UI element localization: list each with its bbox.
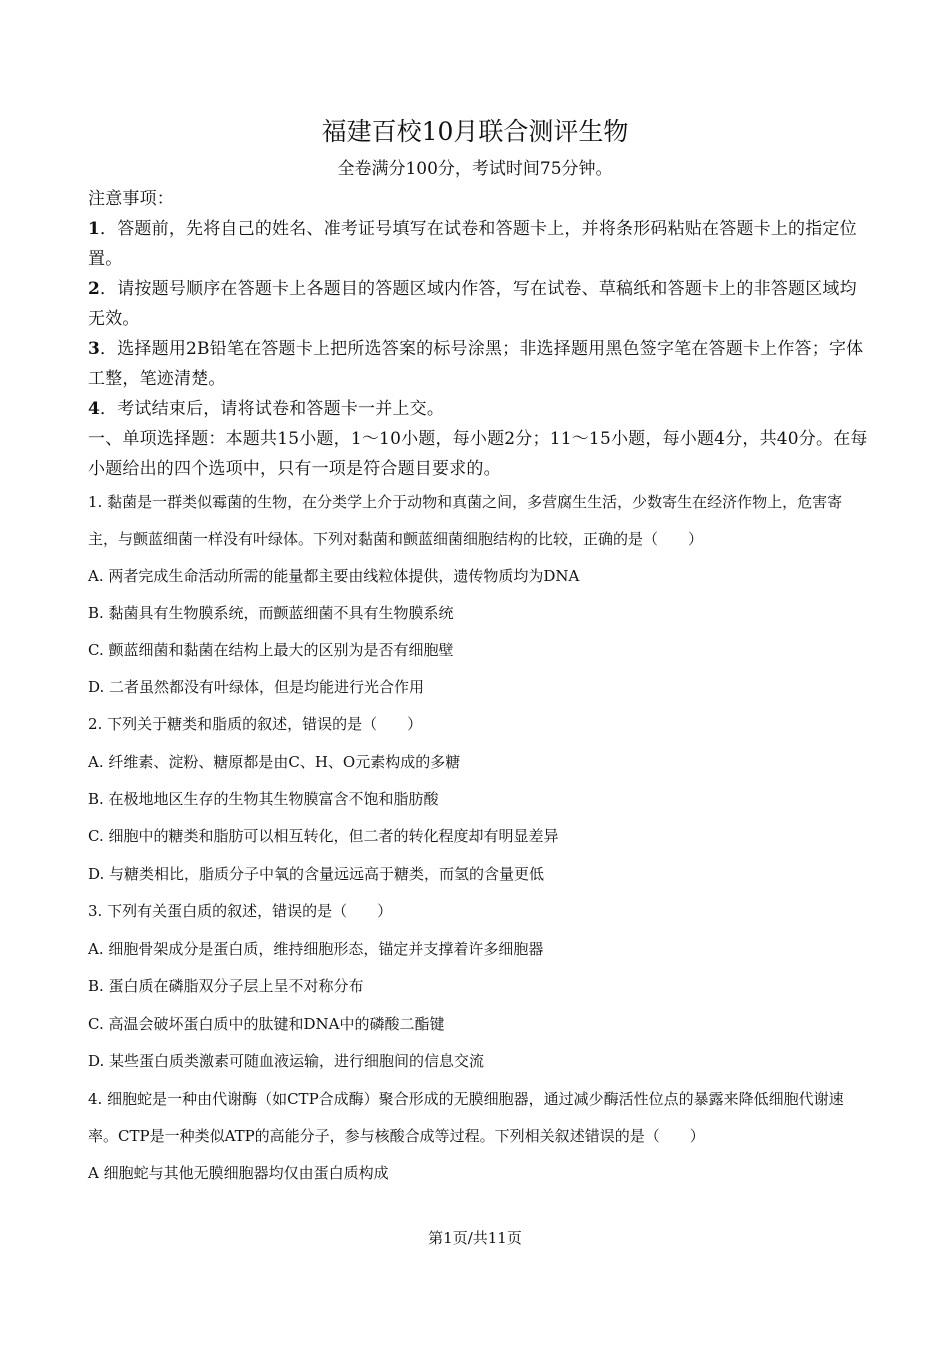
exam-info: 全卷满分100分，考试时间75分钟。 [337, 159, 613, 179]
notice-item-text: 请按题号顺序在答题卡上各题目的答题区域内作答，写在试卷、草稿纸和答题卡上的非答题区域均无效。 [88, 279, 857, 329]
answer-option: A. 纤维素、淀粉、糖原都是由C、H、O元素构成的多糖 [88, 753, 461, 771]
question-stem: 4. 细胞蛇是一种由代谢酶（如CTP合成酶）聚合形成的无膜细胞器，通过减少酶活性位点的暴露来降低细胞代谢速率。CTP是一种类似ATP的高能分子，参与核酸合成等过程。下列相关叙述错误的是（ ） [88, 1090, 844, 1145]
answer-option: D. 与糖类相比，脂质分子中氧的含量远远高于糖类，而氢的含量更低 [88, 865, 545, 883]
section-heading: 一、单项选择题：本题共15小题，1～10小题，每小题2分；11～15小题，每小题4分，共40分。在每小题给出的四个选项中，只有一项是符合题目要求的。 [88, 429, 868, 479]
notice-item-number: 4 [88, 399, 101, 419]
answer-option: D. 某些蛋白质类激素可随血液运输，进行细胞间的信息交流 [88, 1052, 485, 1070]
question-stem: 2. 下列关于糖类和脂质的叙述，错误的是（ ） [88, 715, 423, 733]
answer-option: A. 细胞骨架成分是蛋白质，维持细胞形态，锚定并支撑着许多细胞器 [88, 940, 544, 958]
notice-item-text: 考试结束后，请将试卷和答题卡一并上交。 [117, 399, 445, 419]
notice-item-number: 2 [88, 279, 101, 299]
notice-item-number: 1 [88, 219, 101, 239]
answer-option: A 细胞蛇与其他无膜细胞器均仅由蛋白质构成 [88, 1164, 389, 1182]
answer-option: C. 颤蓝细菌和黏菌在结构上最大的区别为是否有细胞壁 [88, 641, 454, 659]
question-stem: 3. 下列有关蛋白质的叙述，错误的是（ ） [88, 902, 393, 920]
page-title: 福建百校10月联合测评生物 [321, 117, 629, 146]
notice-item-text: 选择题用2B铅笔在答题卡上把所选答案的标号涂黑；非选择题用黑色签字笔在答题卡上作答；字体工整，笔迹清楚。 [88, 339, 864, 389]
answer-option: B. 在极地地区生存的生物其生物膜富含不饱和脂肪酸 [88, 790, 439, 808]
answer-option: D. 二者虽然都没有叶绿体，但是均能进行光合作用 [88, 678, 425, 696]
answer-option: B. 黏菌具有生物膜系统，而颤蓝细菌不具有生物膜系统 [88, 604, 454, 622]
notice-item: 2．请按题号顺序在答题卡上各题目的答题区域内作答，写在试卷、草稿纸和答题卡上的非答题区域均无效。 [88, 279, 857, 329]
notice-item: 3．选择题用2B铅笔在答题卡上把所选答案的标号涂黑；非选择题用黑色签字笔在答题卡上作答；字体工整，笔迹清楚。 [88, 339, 864, 389]
notice-item-text: 答题前，先将自己的姓名、准考证号填写在试卷和答题卡上，并将条形码粘贴在答题卡上的指定位置。 [88, 219, 857, 269]
page-number: 第1页/共11页 [428, 1229, 522, 1247]
notice-heading: 注意事项： [88, 189, 174, 209]
answer-option: A. 两者完成生命活动所需的能量都主要由线粒体提供，遗传物质均为DNA [88, 567, 580, 585]
notice-item: 4．考试结束后，请将试卷和答题卡一并上交。 [88, 399, 445, 419]
answer-option: C. 细胞中的糖类和脂肪可以相互转化，但二者的转化程度却有明显差异 [88, 827, 559, 845]
notice-item-number: 3 [88, 339, 101, 359]
question-stem: 1. 黏菌是一群类似霉菌的生物，在分类学上介于动物和真菌之间，多营腐生生活，少数寄生在经济作物上，危害寄主，与颤蓝细菌一样没有叶绿体。下列对黏菌和颤蓝细菌细胞结构的比较，正确的是（ ） [88, 493, 843, 548]
answer-option: C. 高温会破坏蛋白质中的肽键和DNA中的磷酸二酯键 [88, 1015, 445, 1033]
notice-item: 1．答题前，先将自己的姓名、准考证号填写在试卷和答题卡上，并将条形码粘贴在答题卡上的指定位置。 [88, 219, 857, 269]
answer-option: B. 蛋白质在磷脂双分子层上呈不对称分布 [88, 977, 364, 995]
